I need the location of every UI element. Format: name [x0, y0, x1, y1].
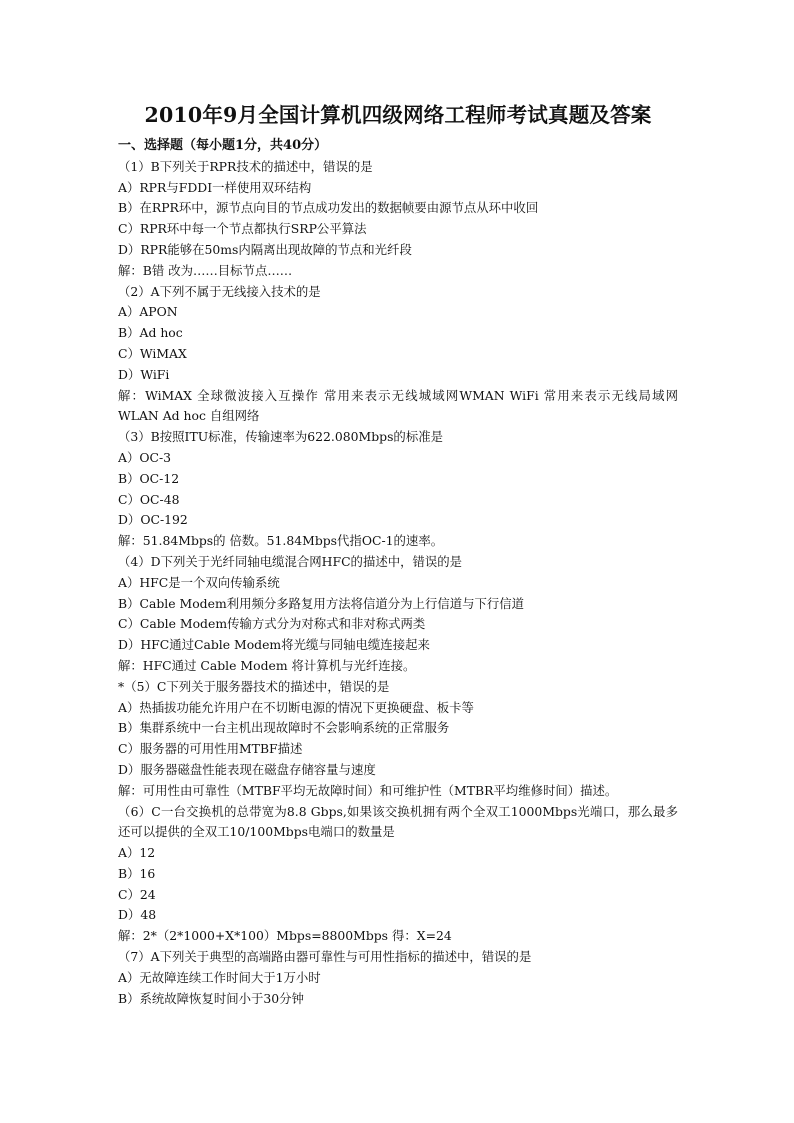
- text-line: A）RPR与FDDI一样使用双环结构: [118, 179, 312, 195]
- text-line: （1）B下列关于RPR技术的描述中，错误的是: [118, 158, 373, 174]
- text-line: D）HFC通过Cable Modem将光缆与同轴电缆连接起来: [118, 637, 430, 653]
- text-line: B）在RPR环中，源节点向目的节点成功发出的数据帧要由源节点从环中收回: [118, 200, 539, 216]
- text-line: 解：51.84Mbps的 倍数。51.84Mbps代指OC-1的速率。: [118, 533, 444, 549]
- question-list: [118, 157, 678, 1010]
- document-title: 2010年9月全国计算机四级网络工程师考试真题及答案: [144, 103, 652, 127]
- text-line: A）热插拔功能允许用户在不切断电源的情况下更换硬盘、板卡等: [118, 699, 474, 715]
- text-line: C）24: [118, 886, 156, 902]
- text-line: *（5）C下列关于服务器技术的描述中，错误的是: [118, 678, 390, 694]
- text-line: B）OC-12: [118, 470, 180, 486]
- text-line: D）服务器磁盘性能表现在磁盘存储容量与速度: [118, 761, 376, 777]
- text-line: A）OC-3: [118, 449, 172, 465]
- text-line: 解：B错 改为……目标节点……: [118, 262, 293, 278]
- text-line: A）12: [118, 845, 156, 861]
- text-line: D）48: [118, 907, 157, 923]
- text-line: （7）A下列关于典型的高端路由器可靠性与可用性指标的描述中，错误的是: [118, 949, 532, 965]
- text-line: B）16: [118, 865, 156, 881]
- document-page: [118, 100, 678, 1009]
- text-line: B）Ad hoc: [118, 325, 183, 341]
- text-line: （2）A下列不属于无线接入技术的是: [118, 283, 321, 299]
- text-line: （3）B按照ITU标准，传输速率为622.080Mbps的标准是: [118, 429, 443, 445]
- section-heading: 一、选择题（每小题1分，共40分）: [118, 138, 328, 153]
- text-line: B）集群系统中一台主机出现故障时不会影响系统的正常服务: [118, 720, 450, 736]
- text-line: 解：可用性由可靠性（MTBF平均无故障时间）和可维护性（MTBR平均维修时间）描述。: [118, 782, 618, 798]
- text-line: D）OC-192: [118, 512, 188, 528]
- text-line: D）RPR能够在50ms内隔离出现故障的节点和光纤段: [118, 241, 412, 257]
- text-line: 解：WiMAX 全球微波接入互操作 常用来表示无线城域网WMAN WiFi 常用来表示无线局域网WLAN Ad hoc 自组网络: [118, 387, 678, 424]
- text-line: C）RPR环中每一个节点都执行SRP公平算法: [118, 221, 367, 237]
- text-line: 解：HFC通过 Cable Modem 将计算机与光纤连接。: [118, 657, 416, 673]
- text-line: B）Cable Modem利用频分多路复用方法将信道分为上行信道与下行信道: [118, 595, 525, 611]
- text-line: （4）D下列关于光纤同轴电缆混合网HFC的描述中，错误的是: [118, 553, 463, 569]
- text-line: D）WiFi: [118, 366, 170, 382]
- text-line: C）服务器的可用性用MTBF描述: [118, 741, 303, 757]
- text-line: A）无故障连续工作时间大于1万小时: [118, 969, 321, 985]
- text-line: A）HFC是一个双向传输系统: [118, 574, 280, 590]
- text-line: C）OC-48: [118, 491, 180, 507]
- text-line: 解：2*（2*1000+X*100）Mbps=8800Mbps 得：X=24: [118, 928, 452, 944]
- text-line: C）Cable Modem传输方式分为对称式和非对称式两类: [118, 616, 426, 632]
- text-line: （6）C一台交换机的总带宽为8.8 Gbps,如果该交换机拥有两个全双工1000Mbps光端口，那么最多还可以提供的全双工10/100Mbps电端口的数量是: [118, 803, 678, 840]
- text-line: A）APON: [118, 304, 178, 320]
- text-line: B）系统故障恢复时间小于30分钟: [118, 990, 304, 1006]
- text-line: C）WiMAX: [118, 345, 187, 361]
